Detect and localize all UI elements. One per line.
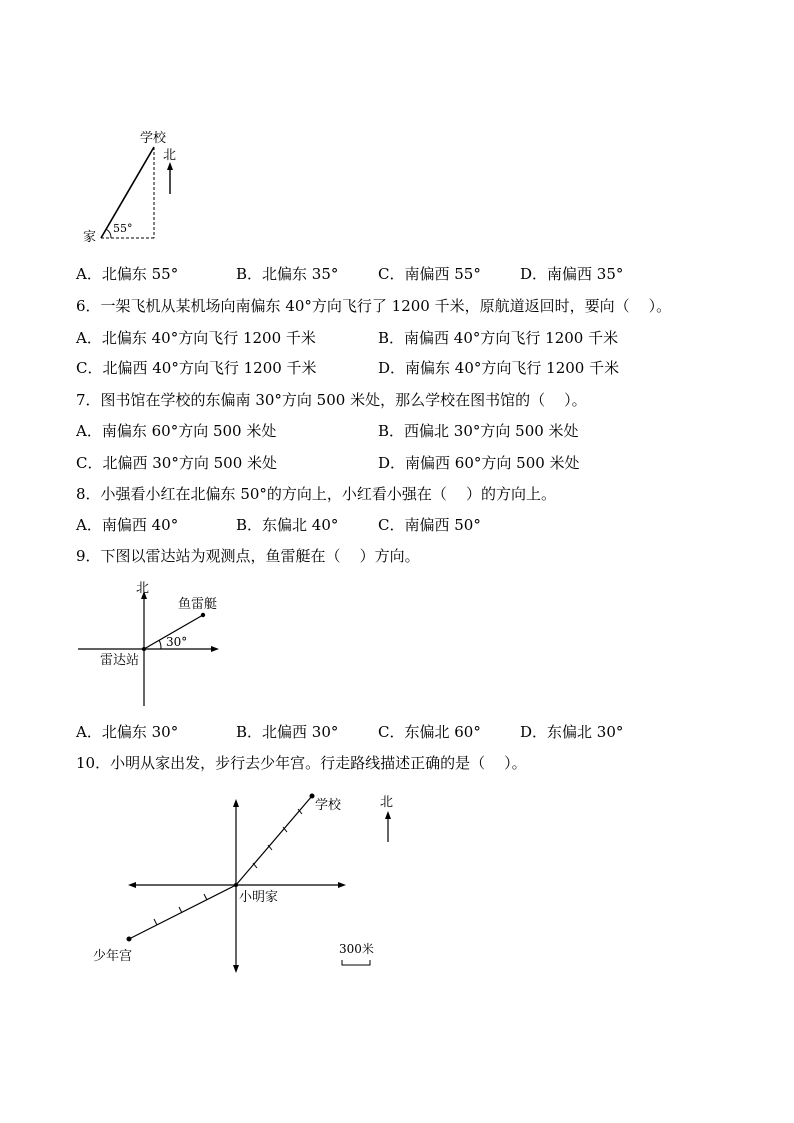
palace-point bbox=[127, 937, 132, 942]
down-arrow-head bbox=[233, 965, 239, 973]
q7-option-b[interactable]: B．西偏北 30°方向 500 米处 bbox=[378, 422, 579, 440]
q6-option-a[interactable]: A．北偏东 40°方向飞行 1200 千米 bbox=[76, 329, 316, 347]
north-label: 北 bbox=[163, 148, 177, 163]
q9-option-c[interactable]: C．东偏北 60° bbox=[378, 723, 481, 741]
q10-stem: 10．小明从家出发，步行去少年宫。行走路线描述正确的是（ ）。 bbox=[76, 754, 527, 772]
route-to-palace bbox=[129, 885, 236, 939]
q7-option-c[interactable]: C．北偏西 30°方向 500 米处 bbox=[76, 454, 277, 472]
north-label: 北 bbox=[136, 581, 150, 596]
angle-arc bbox=[159, 640, 161, 649]
angle-label: 30° bbox=[166, 635, 188, 649]
tick-mark bbox=[179, 907, 182, 913]
up-arrow-head bbox=[233, 799, 239, 807]
q7-stem: 7．图书馆在学校的东偏南 30°方向 500 米处，那么学校在图书馆的（ ）。 bbox=[76, 391, 587, 409]
q7-option-a[interactable]: A．南偏东 60°方向 500 米处 bbox=[76, 422, 277, 440]
q6-option-c[interactable]: C．北偏西 40°方向飞行 1200 千米 bbox=[76, 359, 317, 377]
angle-label: 55° bbox=[113, 222, 133, 235]
east-arrow-head bbox=[211, 646, 219, 652]
scale-bar bbox=[342, 960, 370, 965]
q5-option-c[interactable]: C．南偏西 55° bbox=[378, 265, 481, 283]
north-arrow-head bbox=[385, 811, 391, 819]
school-point bbox=[310, 794, 315, 799]
q7-option-d[interactable]: D．南偏西 60°方向 500 米处 bbox=[378, 454, 580, 472]
q5-option-b[interactable]: B．北偏东 35° bbox=[236, 265, 339, 283]
q5-option-a[interactable]: A．北偏东 55° bbox=[76, 265, 179, 283]
q9-option-a[interactable]: A．北偏东 30° bbox=[76, 723, 179, 741]
home-label: 小明家 bbox=[239, 890, 279, 905]
angle-arc bbox=[106, 229, 111, 238]
q6-option-d[interactable]: D．南偏东 40°方向飞行 1200 千米 bbox=[378, 359, 620, 377]
tick-mark bbox=[154, 919, 157, 925]
west-arrow-head bbox=[128, 882, 136, 888]
q8-option-a[interactable]: A．南偏西 40° bbox=[76, 516, 179, 534]
north-label: 北 bbox=[380, 795, 394, 810]
q6-option-b[interactable]: B．南偏西 40°方向飞行 1200 千米 bbox=[378, 329, 619, 347]
east-arrow-head bbox=[338, 882, 346, 888]
q9-option-d[interactable]: D．东偏北 30° bbox=[520, 723, 624, 741]
station-point bbox=[142, 647, 146, 651]
home-point bbox=[234, 883, 238, 887]
school-label: 学校 bbox=[140, 131, 167, 146]
route-to-school bbox=[236, 796, 312, 885]
q8-option-b[interactable]: B．东偏北 40° bbox=[236, 516, 339, 534]
tick-mark bbox=[204, 894, 207, 900]
boat-label: 鱼雷艇 bbox=[178, 597, 218, 612]
q8-option-c[interactable]: C．南偏西 50° bbox=[378, 516, 481, 534]
q5-option-d[interactable]: D．南偏西 35° bbox=[520, 265, 624, 283]
q10-figure bbox=[90, 788, 400, 978]
home-label: 家 bbox=[83, 230, 97, 245]
q9-option-b[interactable]: B．北偏西 30° bbox=[236, 723, 339, 741]
tick-mark bbox=[253, 863, 257, 868]
north-arrow-head bbox=[167, 162, 173, 170]
q8-stem: 8．小强看小红在北偏东 50°的方向上，小红看小强在（ ）的方向上。 bbox=[76, 485, 556, 503]
scale-label: 300米 bbox=[339, 942, 374, 956]
school-label: 学校 bbox=[315, 798, 342, 813]
palace-label: 少年宫 bbox=[93, 949, 133, 964]
q9-figure bbox=[74, 578, 224, 708]
boat-point bbox=[201, 613, 205, 617]
q9-stem: 9．下图以雷达站为观测点，鱼雷艇在（ ）方向。 bbox=[76, 547, 420, 565]
q5-figure bbox=[80, 128, 190, 248]
station-label: 雷达站 bbox=[100, 653, 140, 668]
q6-stem: 6．一架飞机从某机场向南偏东 40°方向飞行了 1200 千米，原航道返回时，要向（ ）。 bbox=[76, 297, 672, 315]
